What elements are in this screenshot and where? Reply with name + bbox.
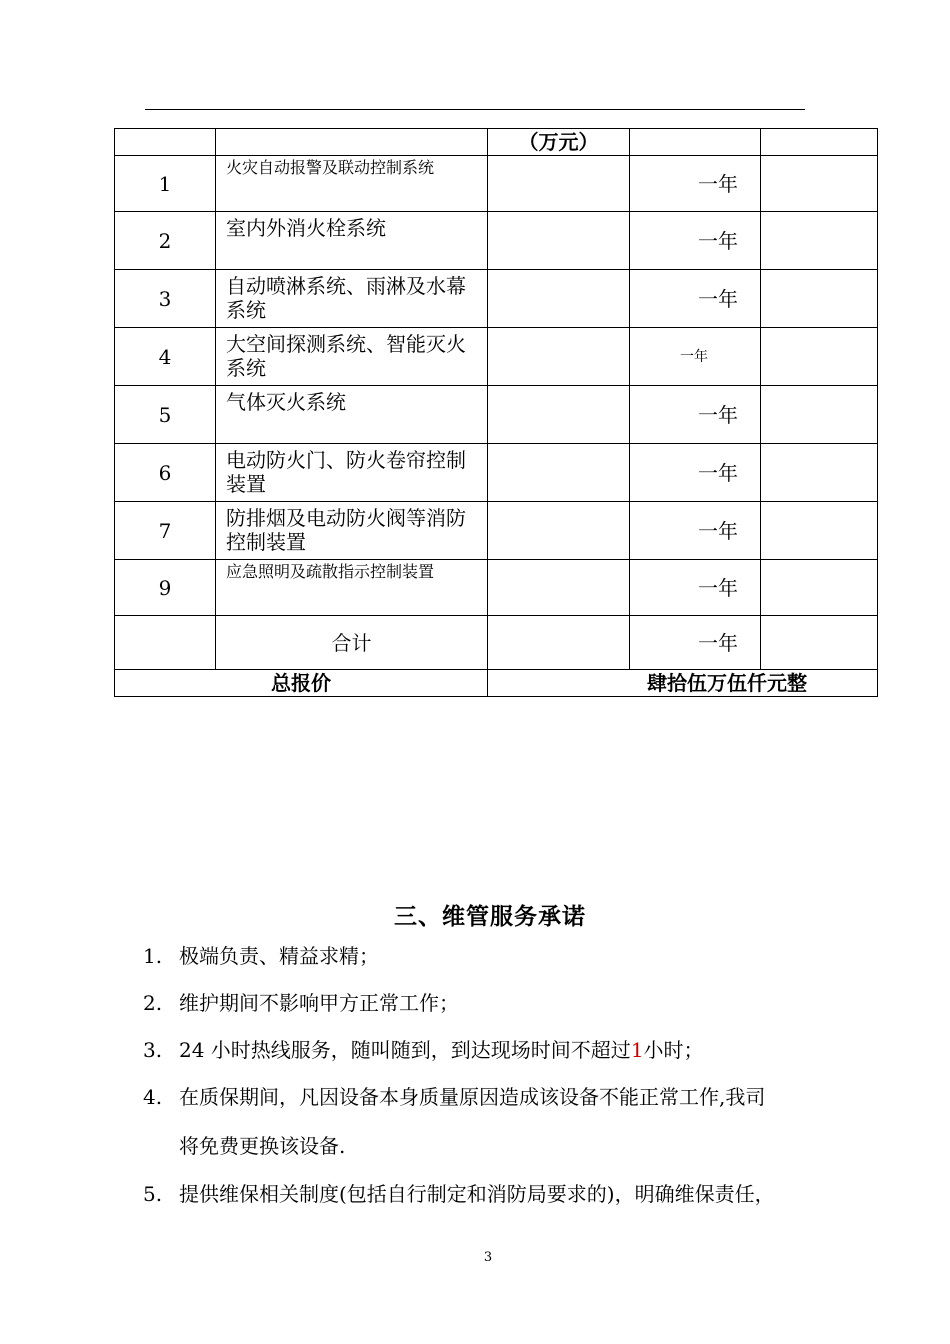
price-cell [488, 156, 630, 212]
item-text: 提供维保相关制度(包括自行制定和消防局要求的)，明确维保责任， [179, 1182, 775, 1206]
item-text: 在质保期间，凡因设备本身质量原因造成该设备不能正常工作,我司 [179, 1085, 766, 1109]
table-cell [115, 129, 216, 156]
promise-item-continuation [179, 1133, 345, 1159]
service-period: 一年 [630, 444, 761, 502]
remark-cell [761, 444, 878, 502]
remark-cell [761, 560, 878, 616]
price-cell [488, 386, 630, 444]
system-name: 防排烟及电动防火阀等消防控制装置 [216, 502, 488, 560]
item-index: 3. [143, 1038, 163, 1062]
system-name: 室内外消火栓系统 [216, 212, 488, 270]
total-label: 总报价 [115, 670, 488, 697]
remark-cell [761, 386, 878, 444]
system-name: 大空间探测系统、智能灭火系统 [216, 328, 488, 386]
row-number: 2 [115, 212, 216, 270]
item-text: 极端负责、精益求精； [179, 944, 379, 968]
table-row [115, 444, 878, 502]
row-number: 3 [115, 270, 216, 328]
table-row [115, 328, 878, 386]
table-cell [761, 129, 878, 156]
service-period: 一年 [630, 560, 761, 616]
service-period: 一年 [630, 270, 761, 328]
subtotal-row [115, 616, 878, 670]
remark-cell [761, 502, 878, 560]
service-period: 一年 [630, 616, 761, 670]
promise-item [143, 1084, 765, 1110]
remark-cell [761, 212, 878, 270]
system-name: 气体灭火系统 [216, 386, 488, 444]
price-cell [488, 444, 630, 502]
item-text: 24 小时热线服务，随叫随到，到达现场时间不超过 [179, 1038, 631, 1062]
table-row [115, 270, 878, 328]
promise-item [143, 1037, 704, 1063]
unit-header: （万元） [488, 129, 630, 156]
row-number: 6 [115, 444, 216, 502]
header-rule [145, 109, 805, 110]
system-name: 电动防火门、防火卷帘控制装置 [216, 444, 488, 502]
item-text: 维护期间不影响甲方正常工作； [179, 991, 459, 1015]
row-number: 9 [115, 560, 216, 616]
table-row [115, 156, 878, 212]
system-name: 火灾自动报警及联动控制系统 [216, 156, 488, 212]
system-name: 自动喷淋系统、雨淋及水幕系统 [216, 270, 488, 328]
item-text: 将免费更换该设备. [179, 1134, 346, 1158]
remark-cell [761, 270, 878, 328]
total-value: 肆拾伍万伍仟元整 [488, 670, 878, 697]
page-number: 3 [483, 1250, 493, 1265]
price-cell [488, 328, 630, 386]
price-cell [488, 616, 630, 670]
promise-item [143, 990, 459, 1016]
row-number: 1 [115, 156, 216, 212]
total-row [115, 670, 878, 697]
highlight-number: 1 [630, 1038, 644, 1062]
section-title: 三、维管服务承诺 [394, 903, 586, 930]
promise-item [143, 943, 379, 969]
item-index: 2. [143, 991, 163, 1015]
quote-table [114, 128, 878, 697]
table-cell [216, 129, 488, 156]
item-index: 4. [143, 1085, 163, 1109]
remark-cell [761, 616, 878, 670]
table-row [115, 560, 878, 616]
system-name: 应急照明及疏散指示控制装置 [216, 560, 488, 616]
table-cell [630, 129, 761, 156]
service-period: 一年 [630, 156, 761, 212]
table-row [115, 212, 878, 270]
service-period: 一年 [630, 386, 761, 444]
table-cell [115, 616, 216, 670]
remark-cell [761, 328, 878, 386]
price-cell [488, 212, 630, 270]
item-index: 5. [143, 1182, 163, 1206]
row-number: 5 [115, 386, 216, 444]
service-period: 一年 [630, 502, 761, 560]
price-cell [488, 560, 630, 616]
item-index: 1. [143, 944, 163, 968]
service-period: 一年 [630, 212, 761, 270]
promise-item [143, 1181, 775, 1207]
item-text: 小时； [643, 1038, 704, 1062]
price-cell [488, 270, 630, 328]
table-row [115, 386, 878, 444]
remark-cell [761, 156, 878, 212]
price-cell [488, 502, 630, 560]
table-row [115, 502, 878, 560]
row-number: 4 [115, 328, 216, 386]
table-header-row [115, 129, 878, 156]
service-period: 一年 [630, 328, 761, 386]
row-number: 7 [115, 502, 216, 560]
subtotal-label: 合计 [216, 616, 488, 670]
